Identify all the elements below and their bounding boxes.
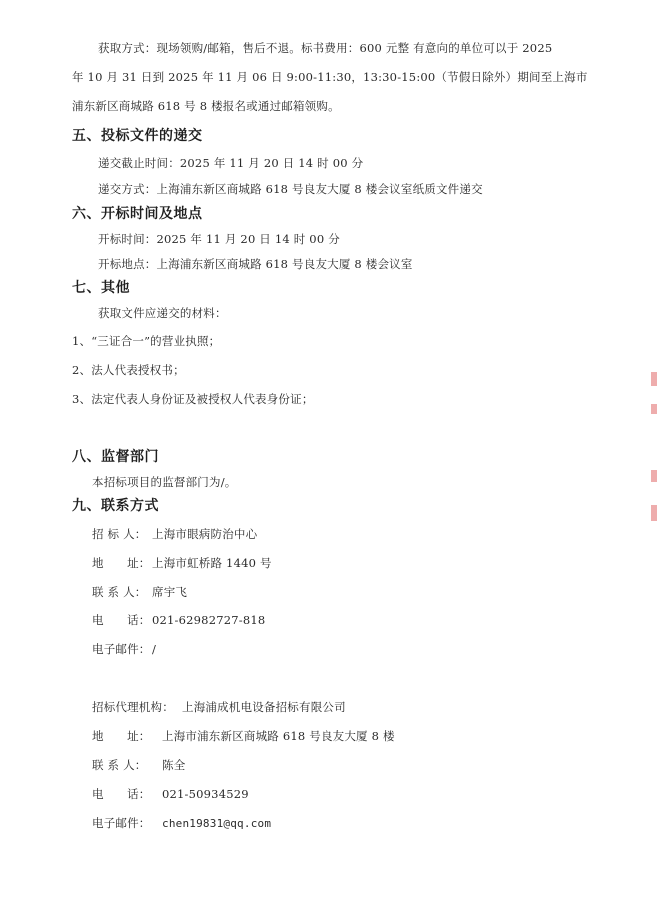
agency-email-row (92, 815, 271, 831)
material-item: 3、法定代表人身份证及被授权人代表身份证； (72, 392, 314, 406)
seal-stamp-edge (651, 372, 657, 386)
submission-deadline: 递交截止时间：2025 年 11 月 20 日 14 时 00 分 (98, 156, 364, 170)
tenderer-email-row (92, 641, 156, 657)
tenderer-contact-row (92, 584, 187, 600)
obtain-line-2: 年 10 月 31 日到 2025 年 11 月 06 日 9:00-11:30，13:30-15:00（节假日除外）期间至上海市 (72, 70, 588, 84)
tenderer-contact: 席宇飞 (152, 585, 188, 599)
field-label: 联 系 人： (92, 585, 147, 599)
section-5-heading: 五、投标文件的递交 (72, 128, 203, 144)
field-label: 招 标 人： (92, 527, 147, 541)
materials-intro: 获取文件应递交的材料： (98, 306, 227, 320)
section-7-heading: 七、其他 (72, 280, 130, 296)
field-label: 电子邮件： (92, 816, 151, 830)
field-label: 电 话： (92, 613, 151, 627)
tenderer-address-row (92, 555, 272, 571)
opening-place: 开标地点：上海浦东新区商城路 618 号良友大厦 8 楼会议室 (98, 257, 413, 271)
section-8-heading: 八、监督部门 (72, 449, 159, 465)
agency-contact-row (92, 757, 185, 773)
tenderer-email: / (152, 642, 157, 656)
agency-address-row (92, 728, 395, 744)
material-item: 1、“三证合一”的营业执照； (72, 334, 221, 348)
obtain-line-3: 浦东新区商城路 618 号 8 楼报名或通过邮箱领购。 (72, 99, 340, 113)
submission-method: 递交方式：上海浦东新区商城路 618 号良友大厦 8 楼会议室纸质文件递交 (98, 182, 483, 196)
field-label: 电子邮件： (92, 642, 151, 656)
obtain-line-1: 获取方式：现场领购/邮箱，售后不退。标书费用：600 元整 有意向的单位可以于 2025 (98, 41, 553, 55)
agency-name-row (92, 699, 346, 715)
field-label: 地 址： (92, 729, 151, 743)
field-label: 招标代理机构： (92, 700, 174, 714)
tenderer-address: 上海市虹桥路 1440 号 (152, 556, 272, 570)
agency-phone-row (92, 786, 249, 802)
agency-email: chen19831@qq.com (162, 817, 272, 830)
supervision-text: 本招标项目的监督部门为/。 (92, 475, 237, 489)
tenderer-name-row (92, 526, 257, 542)
section-9-heading: 九、联系方式 (72, 498, 159, 514)
tenderer-name: 上海市眼病防治中心 (152, 527, 258, 541)
agency-name: 上海浦成机电设备招标有限公司 (182, 700, 346, 714)
field-label: 电 话： (92, 787, 151, 801)
opening-time: 开标时间：2025 年 11 月 20 日 14 时 00 分 (98, 232, 340, 246)
agency-address: 上海市浦东新区商城路 618 号良友大厦 8 楼 (162, 729, 395, 743)
seal-stamp-edge (651, 470, 657, 482)
agency-phone: 021-50934529 (162, 787, 249, 801)
field-label: 地 址： (92, 556, 151, 570)
tenderer-phone-row (92, 612, 265, 628)
seal-stamp-edge (651, 505, 657, 521)
section-6-heading: 六、开标时间及地点 (72, 206, 203, 222)
tenderer-phone: 021-62982727-818 (152, 613, 266, 627)
agency-contact: 陈全 (162, 758, 186, 772)
field-label: 联 系 人： (92, 758, 147, 772)
seal-stamp-edge (651, 404, 657, 414)
material-item: 2、法人代表授权书； (72, 363, 185, 377)
